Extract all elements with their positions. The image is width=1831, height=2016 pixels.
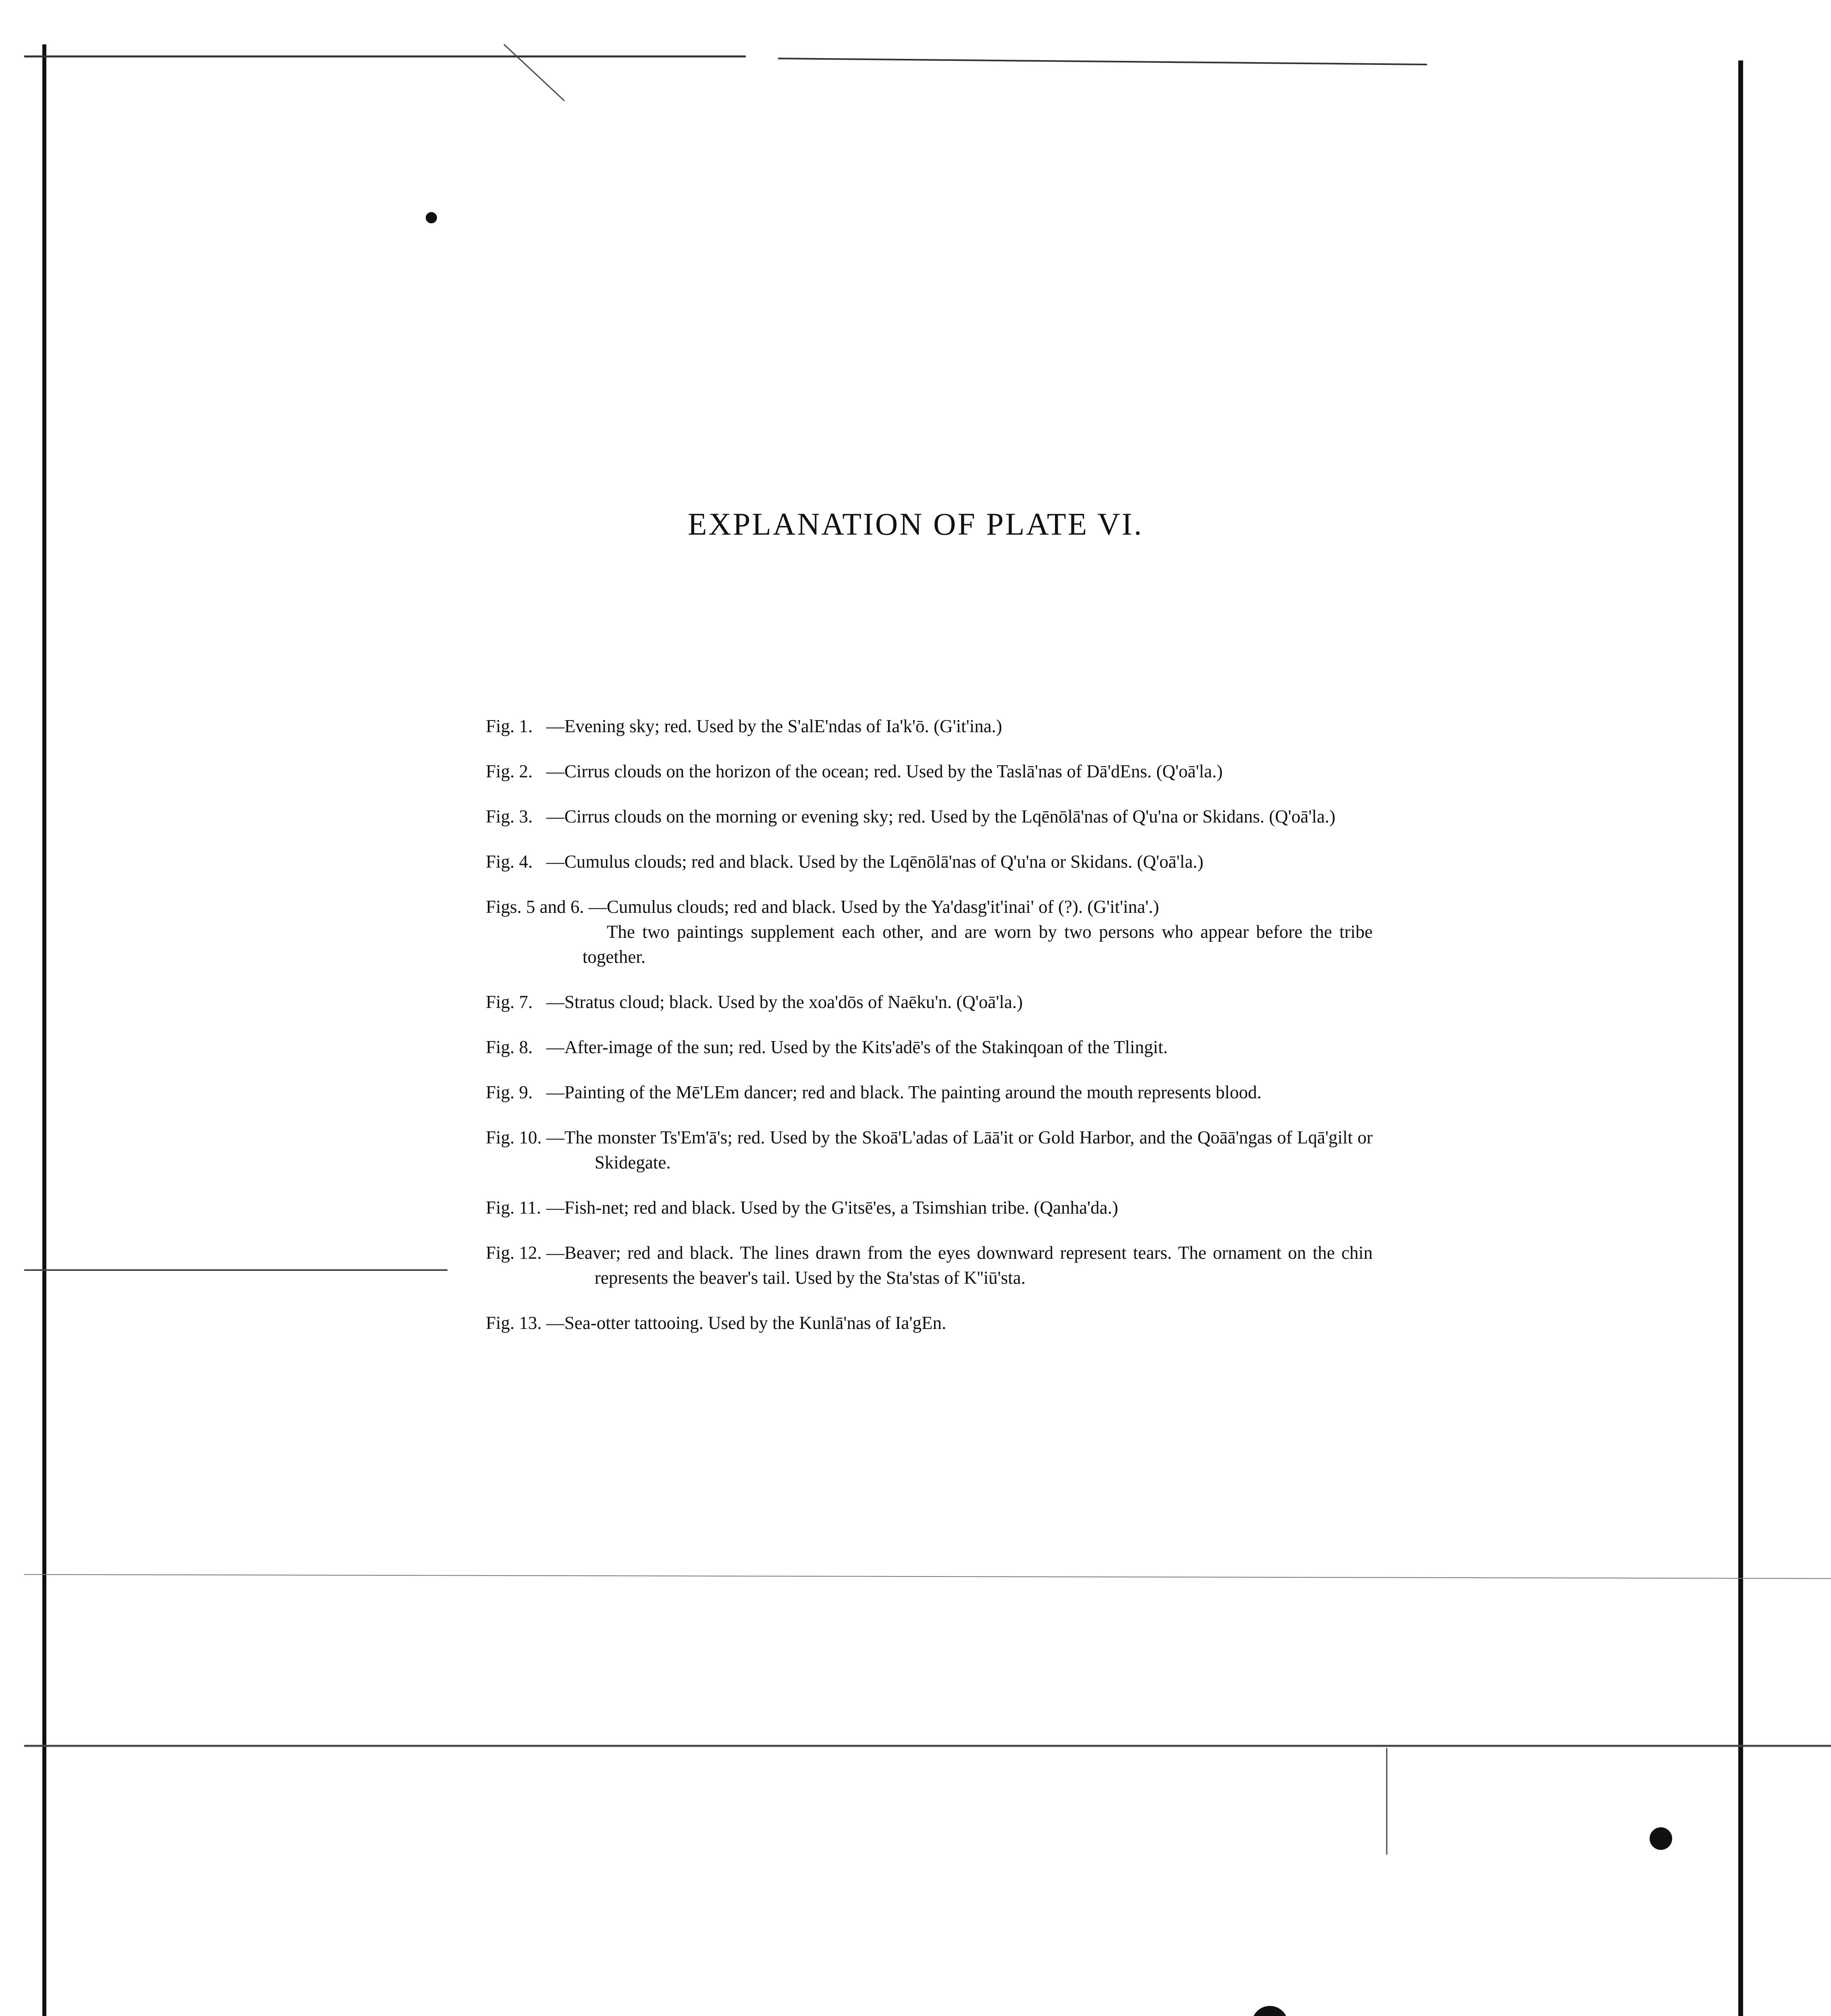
fig-number: 1.: [519, 716, 533, 736]
fig-label: Fig.: [486, 1127, 515, 1148]
figure-entry-2: [486, 759, 1373, 784]
fig-description: —Evening sky; red. Used by the S'alE'ndas of Ia'k'ō. (G'it'ina.): [546, 716, 1002, 736]
fig-description: —Cumulus clouds; red and black. Used by the Lqēnōlā'nas of Q'u'na or Skidans. (Q'oā'la.): [546, 852, 1204, 872]
fig-note: The two paintings supplement each other, and are worn by two persons who appear before the tribe together.: [583, 922, 1373, 967]
plate-title: EXPLANATION OF PLATE VI.: [687, 506, 1144, 541]
fig-label: Figs.: [486, 897, 522, 917]
fig-number: 9.: [519, 1082, 533, 1102]
fig-number: 2.: [519, 761, 533, 781]
fig-description: —Stratus cloud; black. Used by the xoa'dōs of Naēku'n. (Q'oā'la.): [546, 992, 1023, 1012]
fig-description: —Painting of the Mē'LEm dancer; red and black. The painting around the mouth represents blood.: [546, 1082, 1262, 1102]
fig-number: 12.: [519, 1243, 542, 1263]
fig-label: Fig.: [486, 1198, 515, 1218]
fig-label: Fig.: [486, 1082, 515, 1102]
figure-entry-7: [486, 989, 1373, 1014]
fig-description: —Cirrus clouds on the morning or evening sky; red. Used by the Lqēnōlā'nas of Q'u'na or Skidans. (Q'oā'la.): [546, 806, 1336, 827]
figure-entry-9: [486, 1080, 1373, 1105]
fig-description: —After-image of the sun; red. Used by the Kits'adē's of the Stakinqoan of the Tlingit.: [546, 1037, 1168, 1057]
fig-label: Fig.: [486, 761, 515, 781]
figure-entry-13: [486, 1310, 1373, 1335]
fig-number: 13.: [519, 1313, 542, 1333]
fig-description: —The monster Ts'Em'ā's; red. Used by the Skoā'L'adas of Lāā'it or Gold Harbor, and the Qoāā'ngas of Lqā'gilt or Skidegate.: [546, 1127, 1373, 1173]
fig-label: Fig.: [486, 1037, 515, 1057]
fig-number: 4.: [519, 852, 533, 872]
fig-label: Fig.: [486, 992, 515, 1012]
fig-label: Fig.: [486, 716, 515, 736]
fig-description: —Fish-net; red and black. Used by the G'itsē'es, a Tsimshian tribe. (Qanha'da.): [546, 1198, 1118, 1218]
fig-number: 3.: [519, 806, 533, 827]
fig-number: 8.: [519, 1037, 533, 1057]
figure-entry-5-6: [486, 894, 1373, 969]
figure-entry-8: [486, 1035, 1373, 1060]
figure-entry-4: [486, 849, 1373, 874]
fig-number: 10.: [519, 1127, 542, 1148]
figure-entry-12: [486, 1240, 1373, 1290]
fig-label: Fig.: [486, 852, 515, 872]
fig-description: —Sea-otter tattooing. Used by the Kunlā'nas of Ia'gEn.: [546, 1313, 947, 1333]
figure-entry-1: [486, 714, 1373, 739]
fig-number: 5 and 6.: [526, 897, 584, 917]
figure-entry-10: [486, 1125, 1373, 1175]
fig-label: Fig.: [486, 1243, 515, 1263]
figure-entry-3: [486, 804, 1373, 829]
figure-list: [486, 714, 1373, 1356]
fig-number: 7.: [519, 992, 533, 1012]
fig-number: 11.: [519, 1198, 541, 1218]
fig-description: —Cirrus clouds on the horizon of the ocean; red. Used by the Taslā'nas of Dā'dEns. (Q'oā'la.): [546, 761, 1223, 781]
fig-label: Fig.: [486, 806, 515, 827]
fig-description: —Beaver; red and black. The lines drawn from the eyes downward represent tears. The ornament on the chin represents the beaver's tail. Used by the Sta'stas of K''iū'sta.: [546, 1243, 1373, 1288]
fig-label: Fig.: [486, 1313, 515, 1333]
figure-entry-11: [486, 1195, 1373, 1220]
fig-description: —Cumulus clouds; red and black. Used by the Ya'dasg'it'inai' of (?). (G'it'ina'.): [589, 897, 1159, 917]
